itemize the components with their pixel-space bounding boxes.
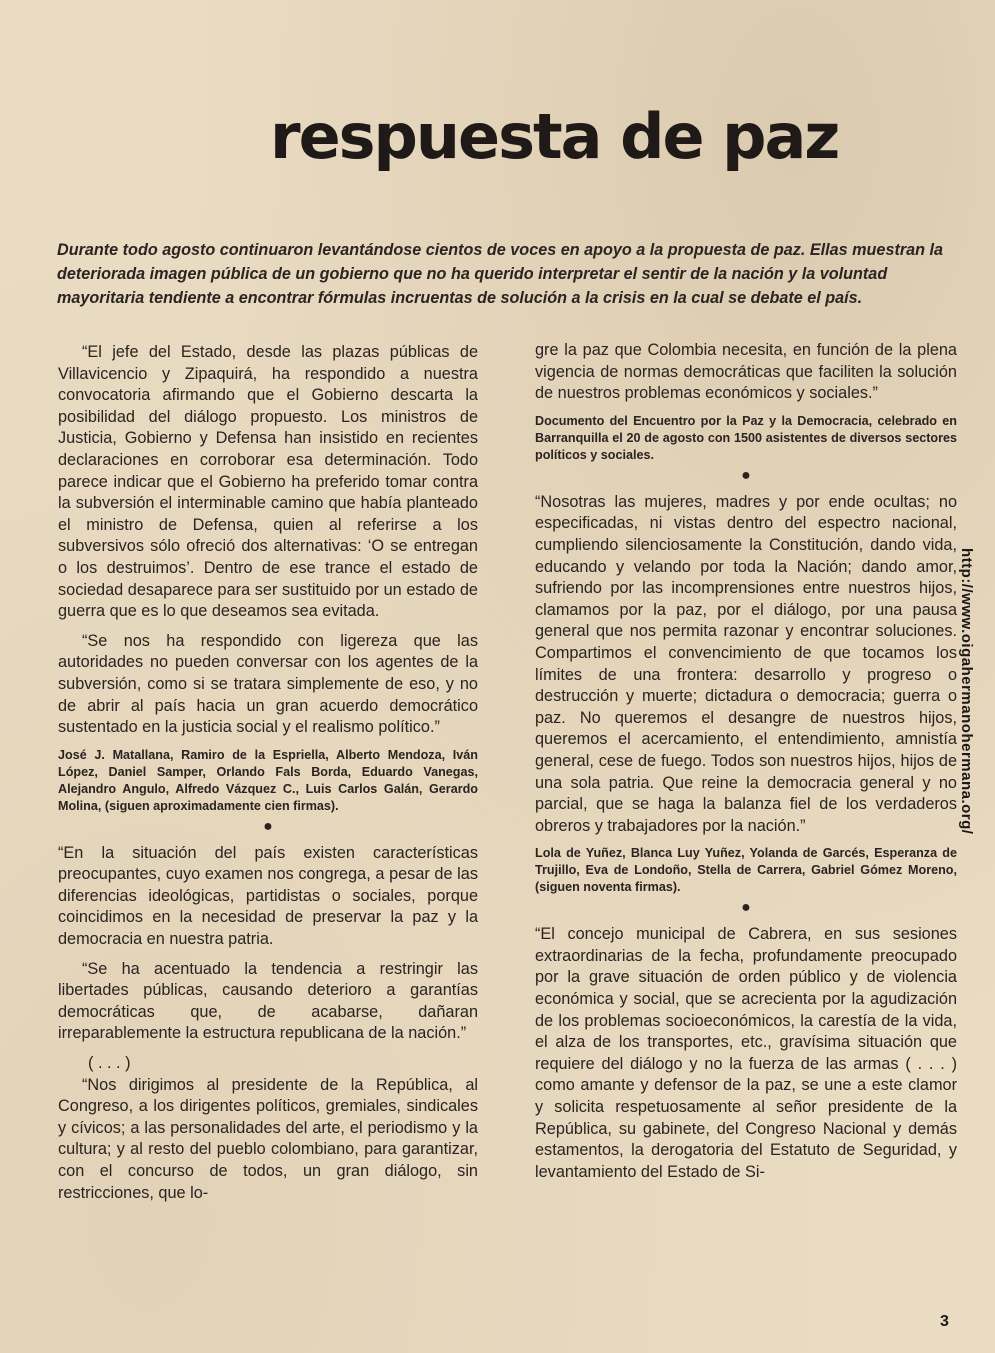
signatures-2: Documento del Encuentro por la Paz y la Democracia, celebrado en Barranquilla el 20 de agosto con 1500 asistentes de diversos sectores políticos y sociales. [535,413,957,462]
signatures-1: José J. Matallana, Ramiro de la Espriella, Alberto Mendoza, Iván López, Daniel Samper, Orlando Fals Borda, Eduardo Vanegas, Alejandro Angulo, Alfredo Vázquez C., Luis Carlos Galán, Gerardo Molina, (siguen aproximadamente cien firmas). [58,747,478,813]
left-paragraph-1: “El jefe del Estado, desde las plazas públicas de Villavicencio y Zipaquirá, ha respondido a nuestra convocatoria afirmando que el Gobierno descarta la posibilidad del diálogo propuesto. Los ministros de Justicia, Gobierno y Defensa han insistido en recientes declaraciones en corroborar esa determinación. Todo parece indicar que el Gobierno ha preferido tomar contra la subversión el interminable camino que había planteado el ministro de Defensa, quien al referirse a los subversivos sólo ofreció dos alternativas: ‘O se entregan o los destruimos’. Dentro de ese trance el estado de sociedad desaparece para ser sustituido por un estado de guerra que es lo que deseamos sea evitada. [58,343,478,621]
bullet-separator-icon: ● [741,466,751,484]
side-url-watermark: http://www.oigahermanohermana.org/ [958,548,975,835]
right-paragraph-3: “El concejo municipal de Cabrera, en sus sesiones extraordinarias de la fecha, profundamente preocupado por la grave situación de orden público y de violencia económica y social, que se acrecienta por la agudización de los problemas socioeconómicos, la carestía de la vida, el alza de los transportes, etc., gravísima situación que requiere del diálogo y no la fuerza de las armas ( . . . ) como amante y defensor de la paz, se une a este clamor y solicita respetuosamente al señor presidente de la República, su gabinete, del Congreso Nacional y demás estamentos, la derogatoria del Estatuto de Seguridad, y levantamiento del Estado de Si- [535,925,957,1181]
left-column [58,342,478,1212]
intro-paragraph: Durante todo agosto continuaron levantándose cientos de voces en apoyo a la propuesta de paz. Ellas muestran la deteriorada imagen pública de un gobierno que no ha querido interpretar el sentir de la nación y la voluntad mayoritaria tendiente a encontrar fórmulas incruentas de solución a la crisis en la cual se debate el país. [57,241,944,307]
left-paragraph-4: “Se ha acentuado la tendencia a restringir las libertades públicas, causando deterioro a garantías democráticas que, de acabarse, dañaran irreparablemente la estructura republicana de la nación.” [58,959,478,1043]
page-title: respuesta de paz [270,100,839,173]
left-paragraph-2: “Se nos ha respondido con ligereza que las autoridades no pueden conversar con los agentes de la subversión, como si se tratara simplemente de eso, y no de abrir al país hacia un gran acuerdo democrático sustentado en la justicia social y el realismo político.” [58,631,478,737]
ellipsis: ( . . . ) [88,1054,131,1073]
right-paragraph-1: gre la paz que Colombia necesita, en función de la plena vigencia de normas democráticas que faciliten la solución de nuestros problemas económicos y sociales.” [535,341,957,403]
left-paragraph-3: “En la situación del país existen características preocupantes, cuyo examen nos congrega, a pesar de las diferencias ideológicas, partidistas o sociales, porque coincidimos en la necesidad de preservar la paz y la democracia en nuestra patria. [58,843,478,949]
right-paragraph-2: “Nosotras las mujeres, madres y por ende ocultas; no especificadas, ni vistas dentro del espectro nacional, cumpliendo silenciosamente la Constitución, dando vida, educando y velando por toda la Nación; dando amor, sufriendo por las incomprensiones entre nuestros hijos, clamamos por la paz, por el diálogo, por una pausa general que nos permita razonar y encontrar soluciones. Compartimos el convencimiento de que tocamos los límites de una frontera: desarrollo y progreso o destrucción y muerte; dictadura o democracia; guerra o paz. No queremos el desangre de nuestros hijos, queremos el acercamiento, el entendimiento, amnistía general, cese de fuego. Todos son nuestros hijos, hijos de una sola patria. Que reine la democracia general y no parcial, que se haga la balanza fiel de los verdaderos obreros y trabajadores por la nación.” [535,492,957,835]
right-column [535,340,957,1191]
signatures-3: Lola de Yuñez, Blanca Luy Yuñez, Yolanda de Garcés, Esperanza de Trujillo, Eva de Londoño, Stella de Carrera, Gabriel Gómez Moreno, (siguen noventa firmas). [535,846,957,895]
bullet-separator-icon: ● [263,817,273,835]
bullet-separator-icon: ● [741,899,751,917]
page-number: 3 [940,1313,949,1330]
left-paragraph-5: “Nos dirigimos al presidente de la República, al Congreso, a los dirigentes políticos, gremiales, sindicales y cívicos; a las personalidades del arte, el periodismo y la cultura; y al resto del pueblo colombiano, para garantizar, con el concurso de todos, un gran diálogo, sin restricciones, que lo- [58,1075,478,1202]
